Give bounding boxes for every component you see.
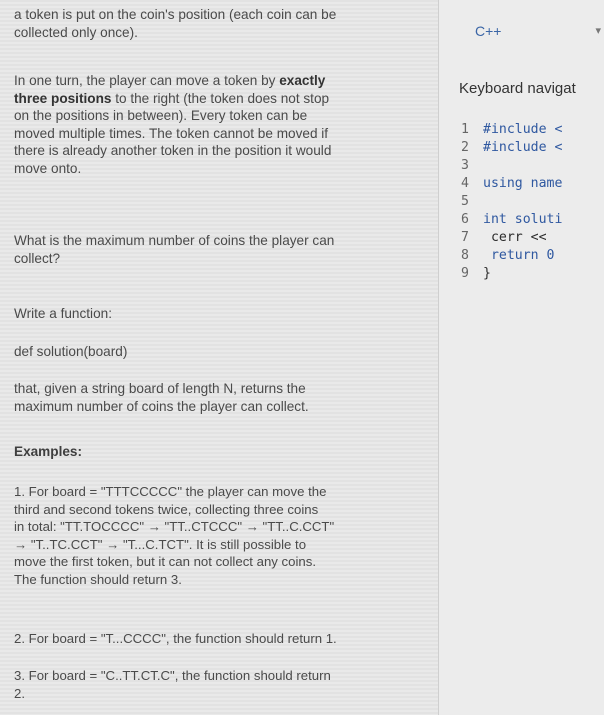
text-line: Write a function: [14, 306, 112, 321]
line-number: 5 [461, 194, 469, 209]
code-text: #include < [483, 140, 563, 155]
bold-text: three positions [14, 90, 112, 106]
text-line: In one turn, the player can move a token by [14, 73, 280, 88]
text-line: collect? [14, 250, 61, 266]
code-line[interactable] [461, 266, 491, 281]
code-line[interactable] [461, 230, 547, 245]
line-number: 4 [461, 176, 469, 191]
code-text: return 0 [483, 248, 555, 263]
line-number: 6 [461, 212, 469, 227]
text-line: move onto. [14, 160, 82, 176]
text-line: Examples: [14, 444, 83, 459]
chevron-down-icon[interactable]: ▾ [595, 25, 601, 37]
text-line: third and second tokens twice, collecting three coins [14, 501, 319, 517]
line-number: 2 [461, 140, 469, 155]
code-line[interactable] [461, 176, 562, 191]
text-line: def solution(board) [14, 344, 128, 359]
text-line: 1. For board = "TTTCCCCC" the player can move the [14, 484, 327, 499]
line-number: 7 [461, 230, 469, 245]
code-line[interactable] [461, 212, 562, 227]
text-line: 2. For board = "T...CCCC", the function should return 1. [14, 631, 337, 646]
bold-text: exactly [279, 73, 326, 88]
text-line: What is the maximum number of coins the player can [14, 233, 335, 248]
example-1 [14, 483, 414, 588]
text-line: → "T..TC.CCT" → "T...C.TCT". It is still possible to [14, 536, 307, 552]
text-line: in total: "TT.TOCCCC" → "TT..CTCCC" → "TT..C.CCT" [14, 519, 335, 534]
paragraph-turn-rule [14, 72, 414, 177]
language-selector[interactable]: C++ [475, 23, 502, 39]
line-number: 1 [461, 122, 469, 137]
text-line: The function should return 3. [14, 571, 182, 587]
code-text: cerr << [483, 230, 547, 245]
text-line: move the first token, but it can not collect any coins. [14, 554, 316, 569]
code-text: int soluti [483, 212, 563, 227]
example-3 [14, 667, 414, 702]
text-line: moved multiple times. The token cannot be moved if [14, 125, 329, 141]
text-line: a token is put on the coin's position (each coin can be [14, 7, 337, 22]
examples-header [14, 443, 414, 461]
write-function-label [14, 305, 414, 323]
line-number: 8 [461, 248, 469, 263]
text-line: that, given a string board of length N, returns the [14, 381, 306, 396]
keyboard-navigation-hint: Keyboard navigat [459, 80, 576, 97]
text-line: there is already another token in the position it would [14, 143, 332, 158]
text-line: to the right (the token does not stop [111, 90, 330, 106]
code-editor-panel [438, 0, 604, 715]
paragraph-coin-rule [14, 6, 414, 41]
line-number: 3 [461, 158, 469, 173]
text-line: on the positions in between). Every token can be [14, 108, 308, 123]
function-signature [14, 343, 414, 361]
code-text: } [483, 266, 491, 281]
text-line: 3. For board = "C..TT.CT.C", the function should return [14, 668, 331, 683]
code-line[interactable] [461, 140, 562, 155]
code-line[interactable] [461, 122, 562, 137]
text-line: collected only once). [14, 24, 138, 40]
code-text: #include < [483, 122, 563, 137]
code-line[interactable] [461, 158, 483, 173]
example-2 [14, 630, 414, 648]
code-line[interactable] [461, 248, 554, 263]
question-paragraph [14, 232, 414, 267]
code-text: using name [483, 176, 563, 191]
text-line: maximum number of coins the player can collect. [14, 398, 309, 414]
text-line: 2. [14, 685, 25, 701]
code-line[interactable] [461, 194, 483, 209]
return-description [14, 380, 414, 415]
line-number: 9 [461, 266, 469, 281]
